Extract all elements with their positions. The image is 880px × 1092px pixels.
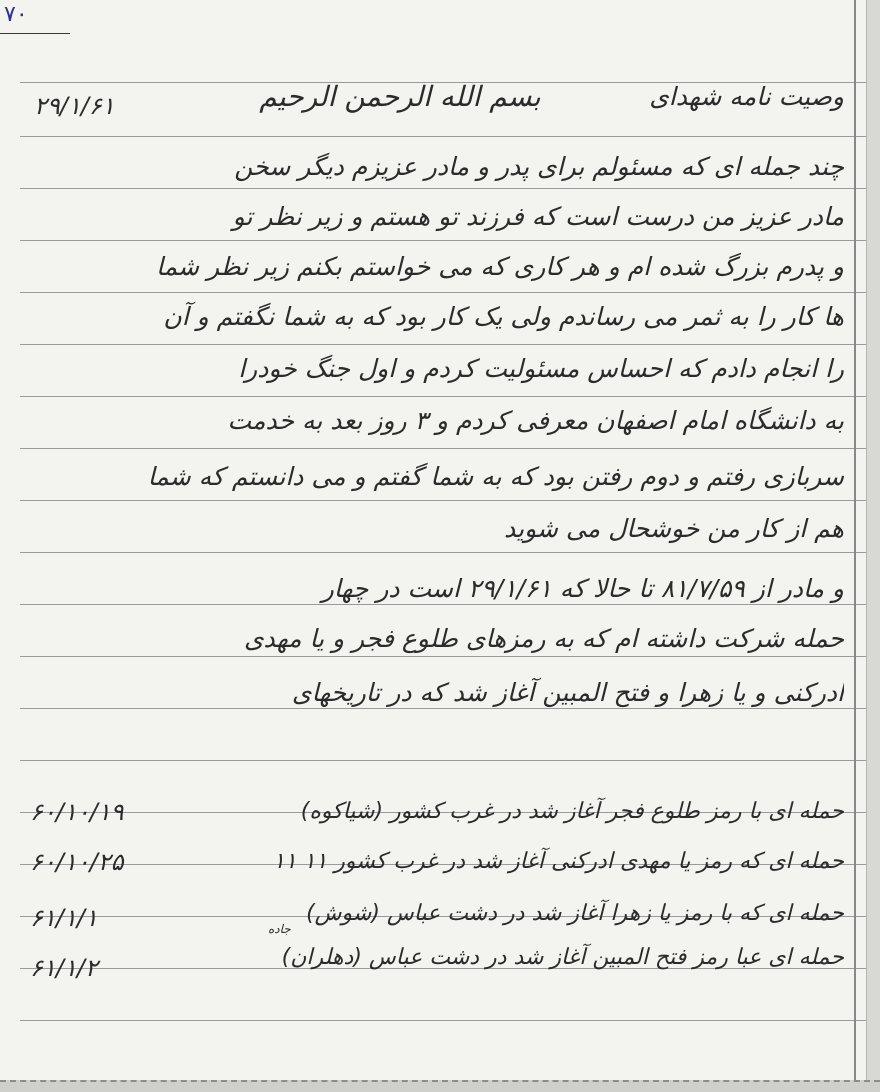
basmala: بسم الله الرحمن الرحیم <box>259 80 541 113</box>
header-date: ۲۹/۱/۶۱ <box>34 92 115 120</box>
body-line: ها کار را به ثمر می رساندم ولی یک کار بود که به شما نگفتم و آن <box>163 302 844 331</box>
body-line: ادرکنی و یا زهرا و فتح المبین آغاز شد که در تاریخهای <box>291 678 844 707</box>
operation-date: ۶۱/۱/۱ <box>30 904 98 932</box>
ruled-line <box>20 760 872 761</box>
body-line: چند جمله ای که مسئولم برای پدر و مادر عزیزم دیگر سخن <box>234 152 844 181</box>
body-line: را انجام دادم که احساس مسئولیت کردم و اول جنگ خودرا <box>238 354 844 383</box>
body-line: حمله شرکت داشته ام که به رمزهای طلوع فجر و یا مهدی <box>243 624 844 653</box>
operation-date: ۶۰/۱۰/۲۵ <box>30 848 124 876</box>
ruled-line <box>20 500 872 501</box>
body-line: مادر عزیز من درست است که فرزند تو هستم و زیر نظر تو <box>232 202 844 231</box>
ruled-line <box>20 448 872 449</box>
ruled-line <box>20 1020 872 1021</box>
ruled-line <box>20 188 872 189</box>
page-number: ۷۰ <box>4 2 28 27</box>
body-line: به دانشگاه امام اصفهان معرفی کردم و ۳ روز بعد به خدمت <box>227 406 844 435</box>
operation-date: ۶۰/۱۰/۱۹ <box>30 798 124 826</box>
operation-entry: حمله ای با رمز طلوع فجر آغاز شد در غرب کشور (شیاکوه) <box>300 799 844 824</box>
margin-line <box>854 0 856 1092</box>
ruled-line <box>20 344 872 345</box>
body-line: هم از کار من خوشحال می شوید <box>504 514 844 543</box>
operation-entry: حمله ای عبا رمز فتح المبین آغاز شد در دشت عباس (دهلران) <box>281 945 844 970</box>
ruled-line <box>20 240 872 241</box>
ruled-line <box>20 136 872 137</box>
ruled-line <box>20 552 872 553</box>
inline-annotation: جاده <box>268 922 291 936</box>
operation-date: ۶۱/۱/۲ <box>30 954 98 982</box>
document-title: وصیت نامه شهدای <box>649 82 844 111</box>
body-line: و مادر از ۸۱/۷/۵۹ تا حالا که ۲۹/۱/۶۱ است در چهار <box>321 574 844 603</box>
ruled-line <box>20 656 872 657</box>
ruled-line <box>20 292 872 293</box>
page-number-underline <box>0 33 70 34</box>
paper-edge <box>866 0 880 1092</box>
body-line: و پدرم بزرگ شده ام و هر کاری که می خواستم بکنم زیر نظر شما <box>156 252 844 281</box>
operation-entry: حمله ای که با رمز یا زهرا آغاز شد در دشت عباس (شوش) <box>306 901 844 926</box>
operation-entry: حمله ای که رمز یا مهدی ادرکنی آغاز شد در غرب کشور ۱۱ ۱۱ <box>272 849 844 874</box>
paper-bottom-edge <box>0 1080 880 1092</box>
ruled-line <box>20 396 872 397</box>
body-line: سربازی رفتم و دوم رفتن بود که به شما گفتم و می دانستم که شما <box>147 462 844 491</box>
